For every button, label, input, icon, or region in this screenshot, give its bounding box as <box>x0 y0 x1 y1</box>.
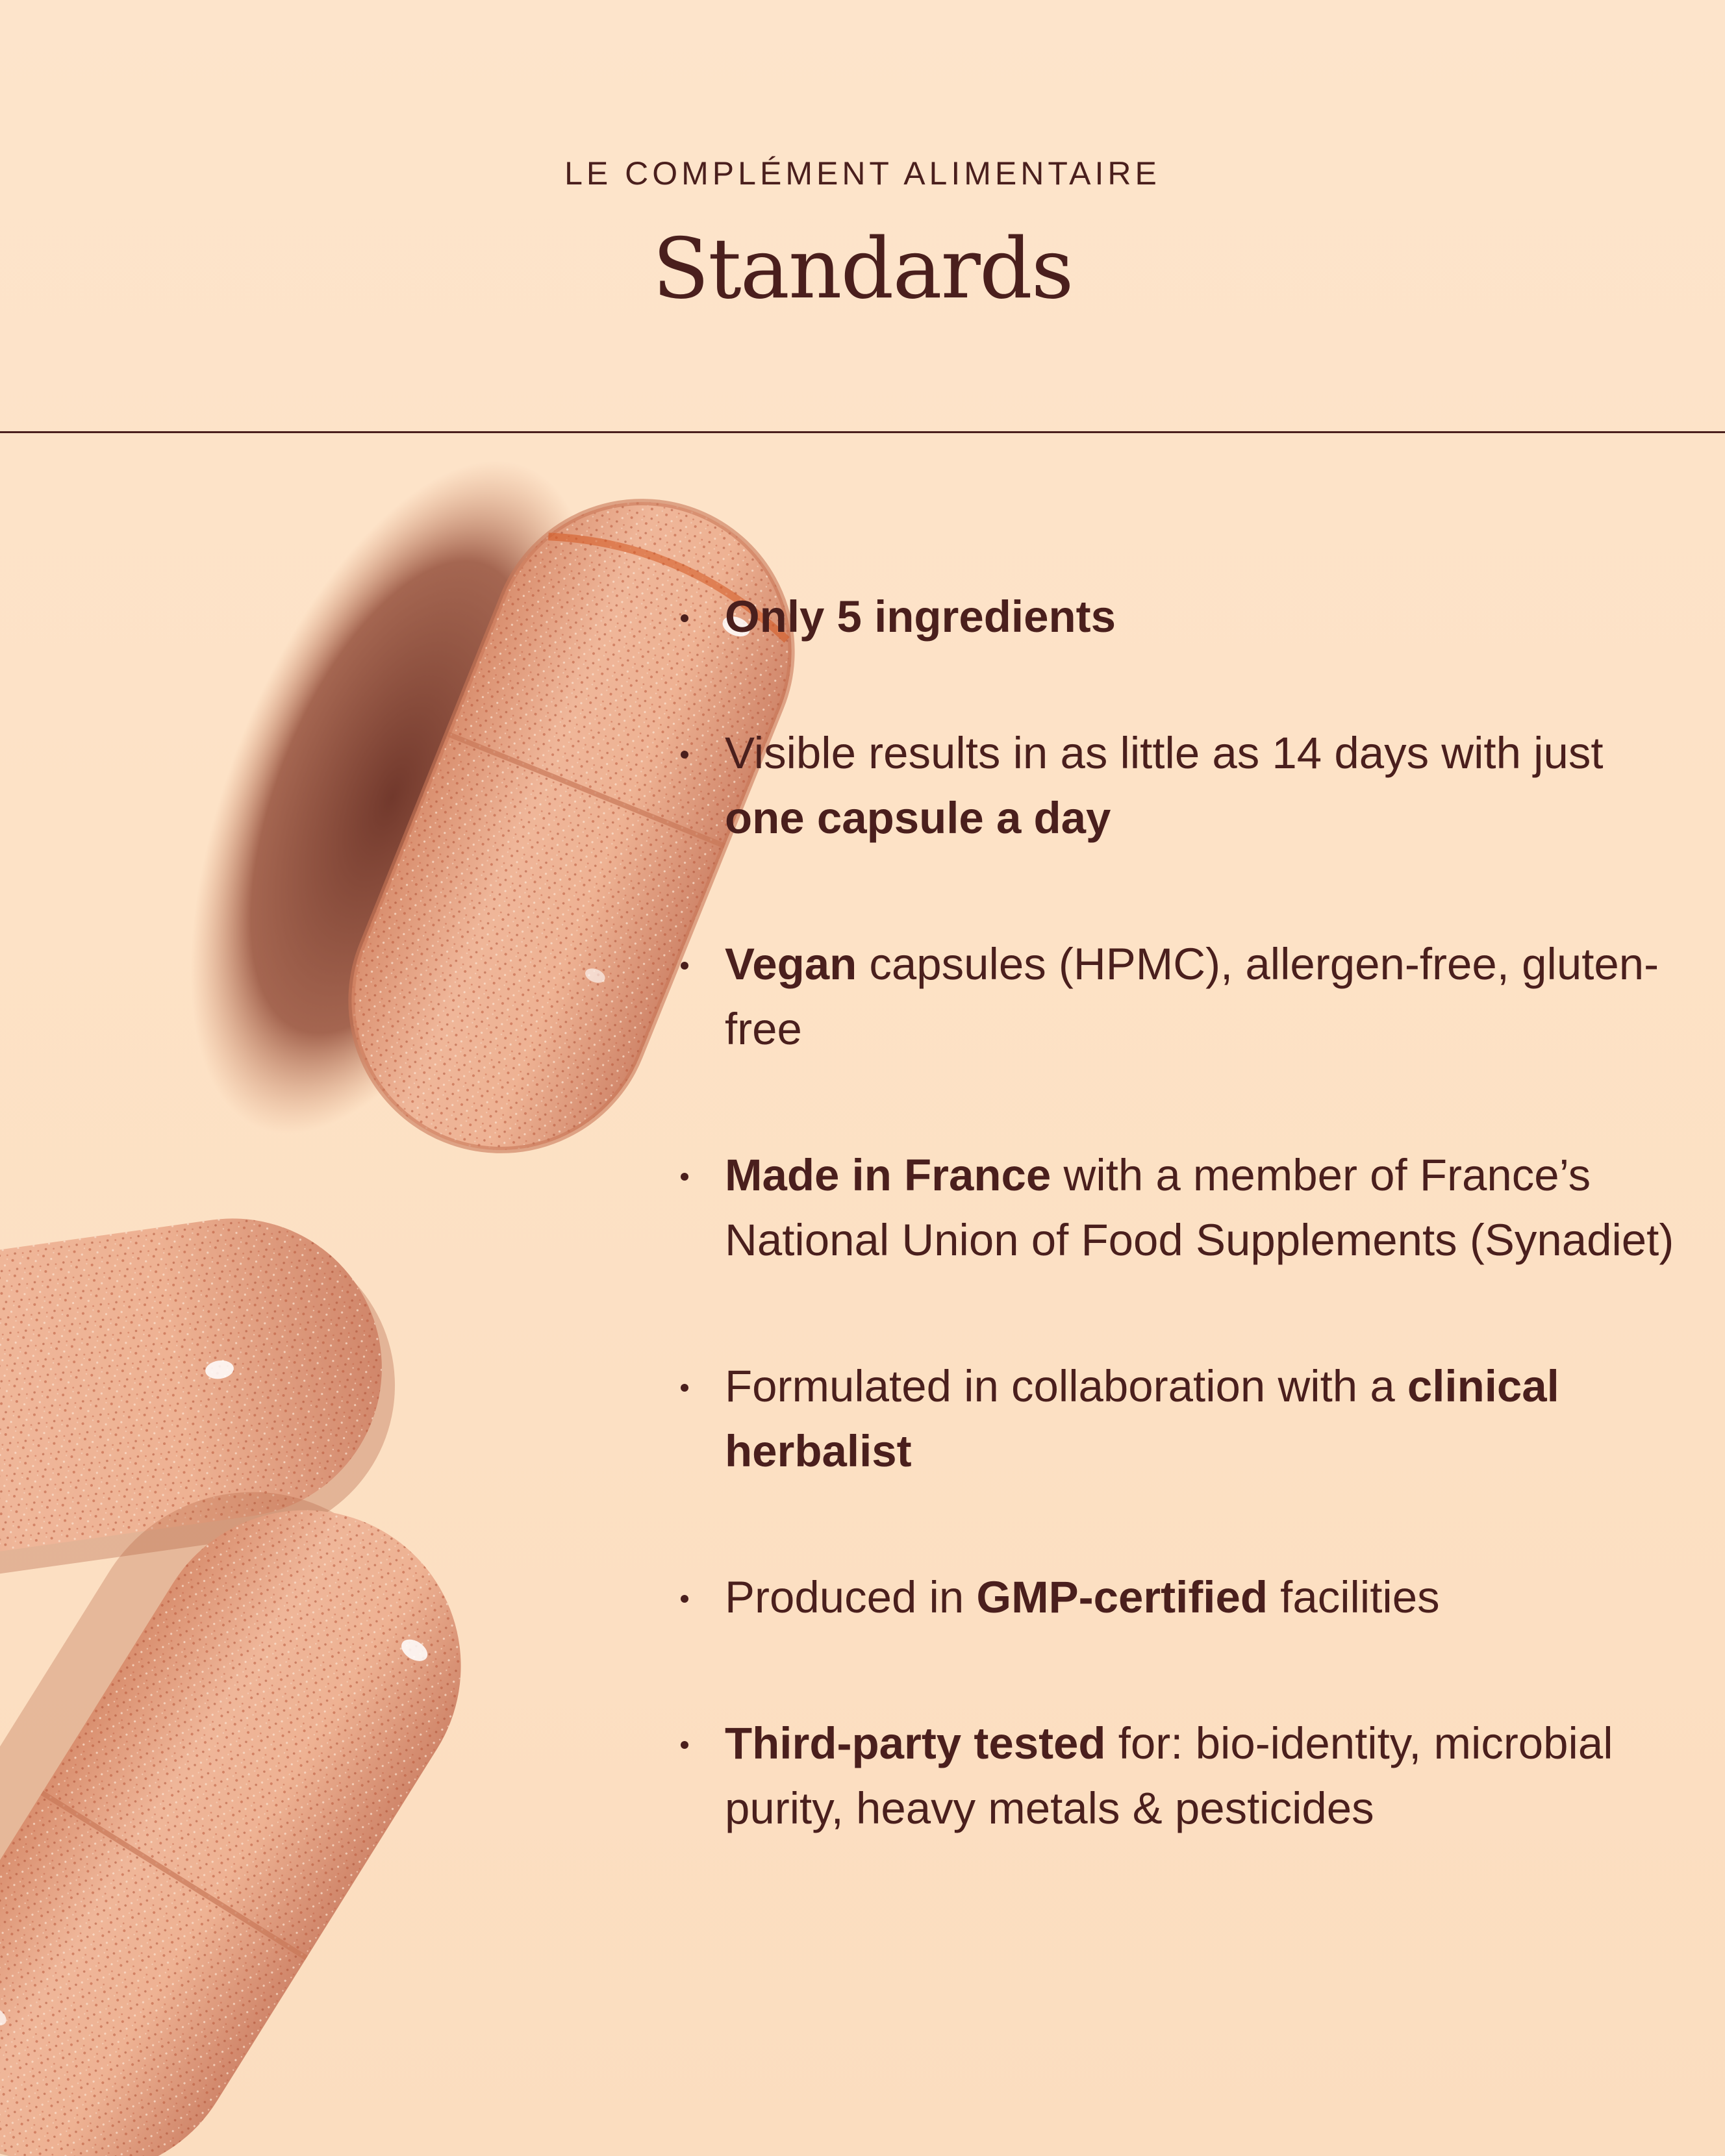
page-title: Standards <box>652 221 1073 318</box>
standard-6-text: Produced in <box>725 1572 977 1622</box>
standard-7-bold: Third-party tested <box>725 1718 1106 1768</box>
eyebrow-label: LE COMPLÉMENT ALIMENTAIRE <box>564 155 1161 192</box>
standard-3-text: capsules (HPMC), allergen-free, gluten-free <box>725 939 1659 1054</box>
list-item <box>675 1565 1676 1630</box>
header <box>0 0 1725 431</box>
list-item <box>675 721 1676 851</box>
list-item <box>675 1354 1676 1484</box>
list-item <box>675 1711 1676 1841</box>
standard-6-text-end: facilities <box>1268 1572 1440 1622</box>
standards-list <box>675 584 1676 1922</box>
standard-4-bold: Made in France <box>725 1150 1051 1200</box>
standard-5-bold: clinical herbalist <box>725 1361 1559 1476</box>
standard-2-text: Visible results in as little as 14 days with just <box>725 728 1604 778</box>
standard-7-text: for: bio-identity, microbial purity, heavy metals & pesticides <box>725 1718 1613 1833</box>
list-item <box>675 584 1676 649</box>
standard-1-bold: Only 5 ingredients <box>725 592 1116 642</box>
standard-4-text: with a member of France’s National Union of Food Supplements (Synadiet) <box>725 1150 1674 1265</box>
standard-5-text: Formulated in collaboration with a <box>725 1361 1407 1411</box>
list-item <box>675 1143 1676 1273</box>
list-item <box>675 932 1676 1062</box>
standard-2-bold: one capsule a day <box>725 793 1111 843</box>
standard-6-bold: GMP-certified <box>976 1572 1268 1622</box>
standard-3-bold: Vegan <box>725 939 857 989</box>
